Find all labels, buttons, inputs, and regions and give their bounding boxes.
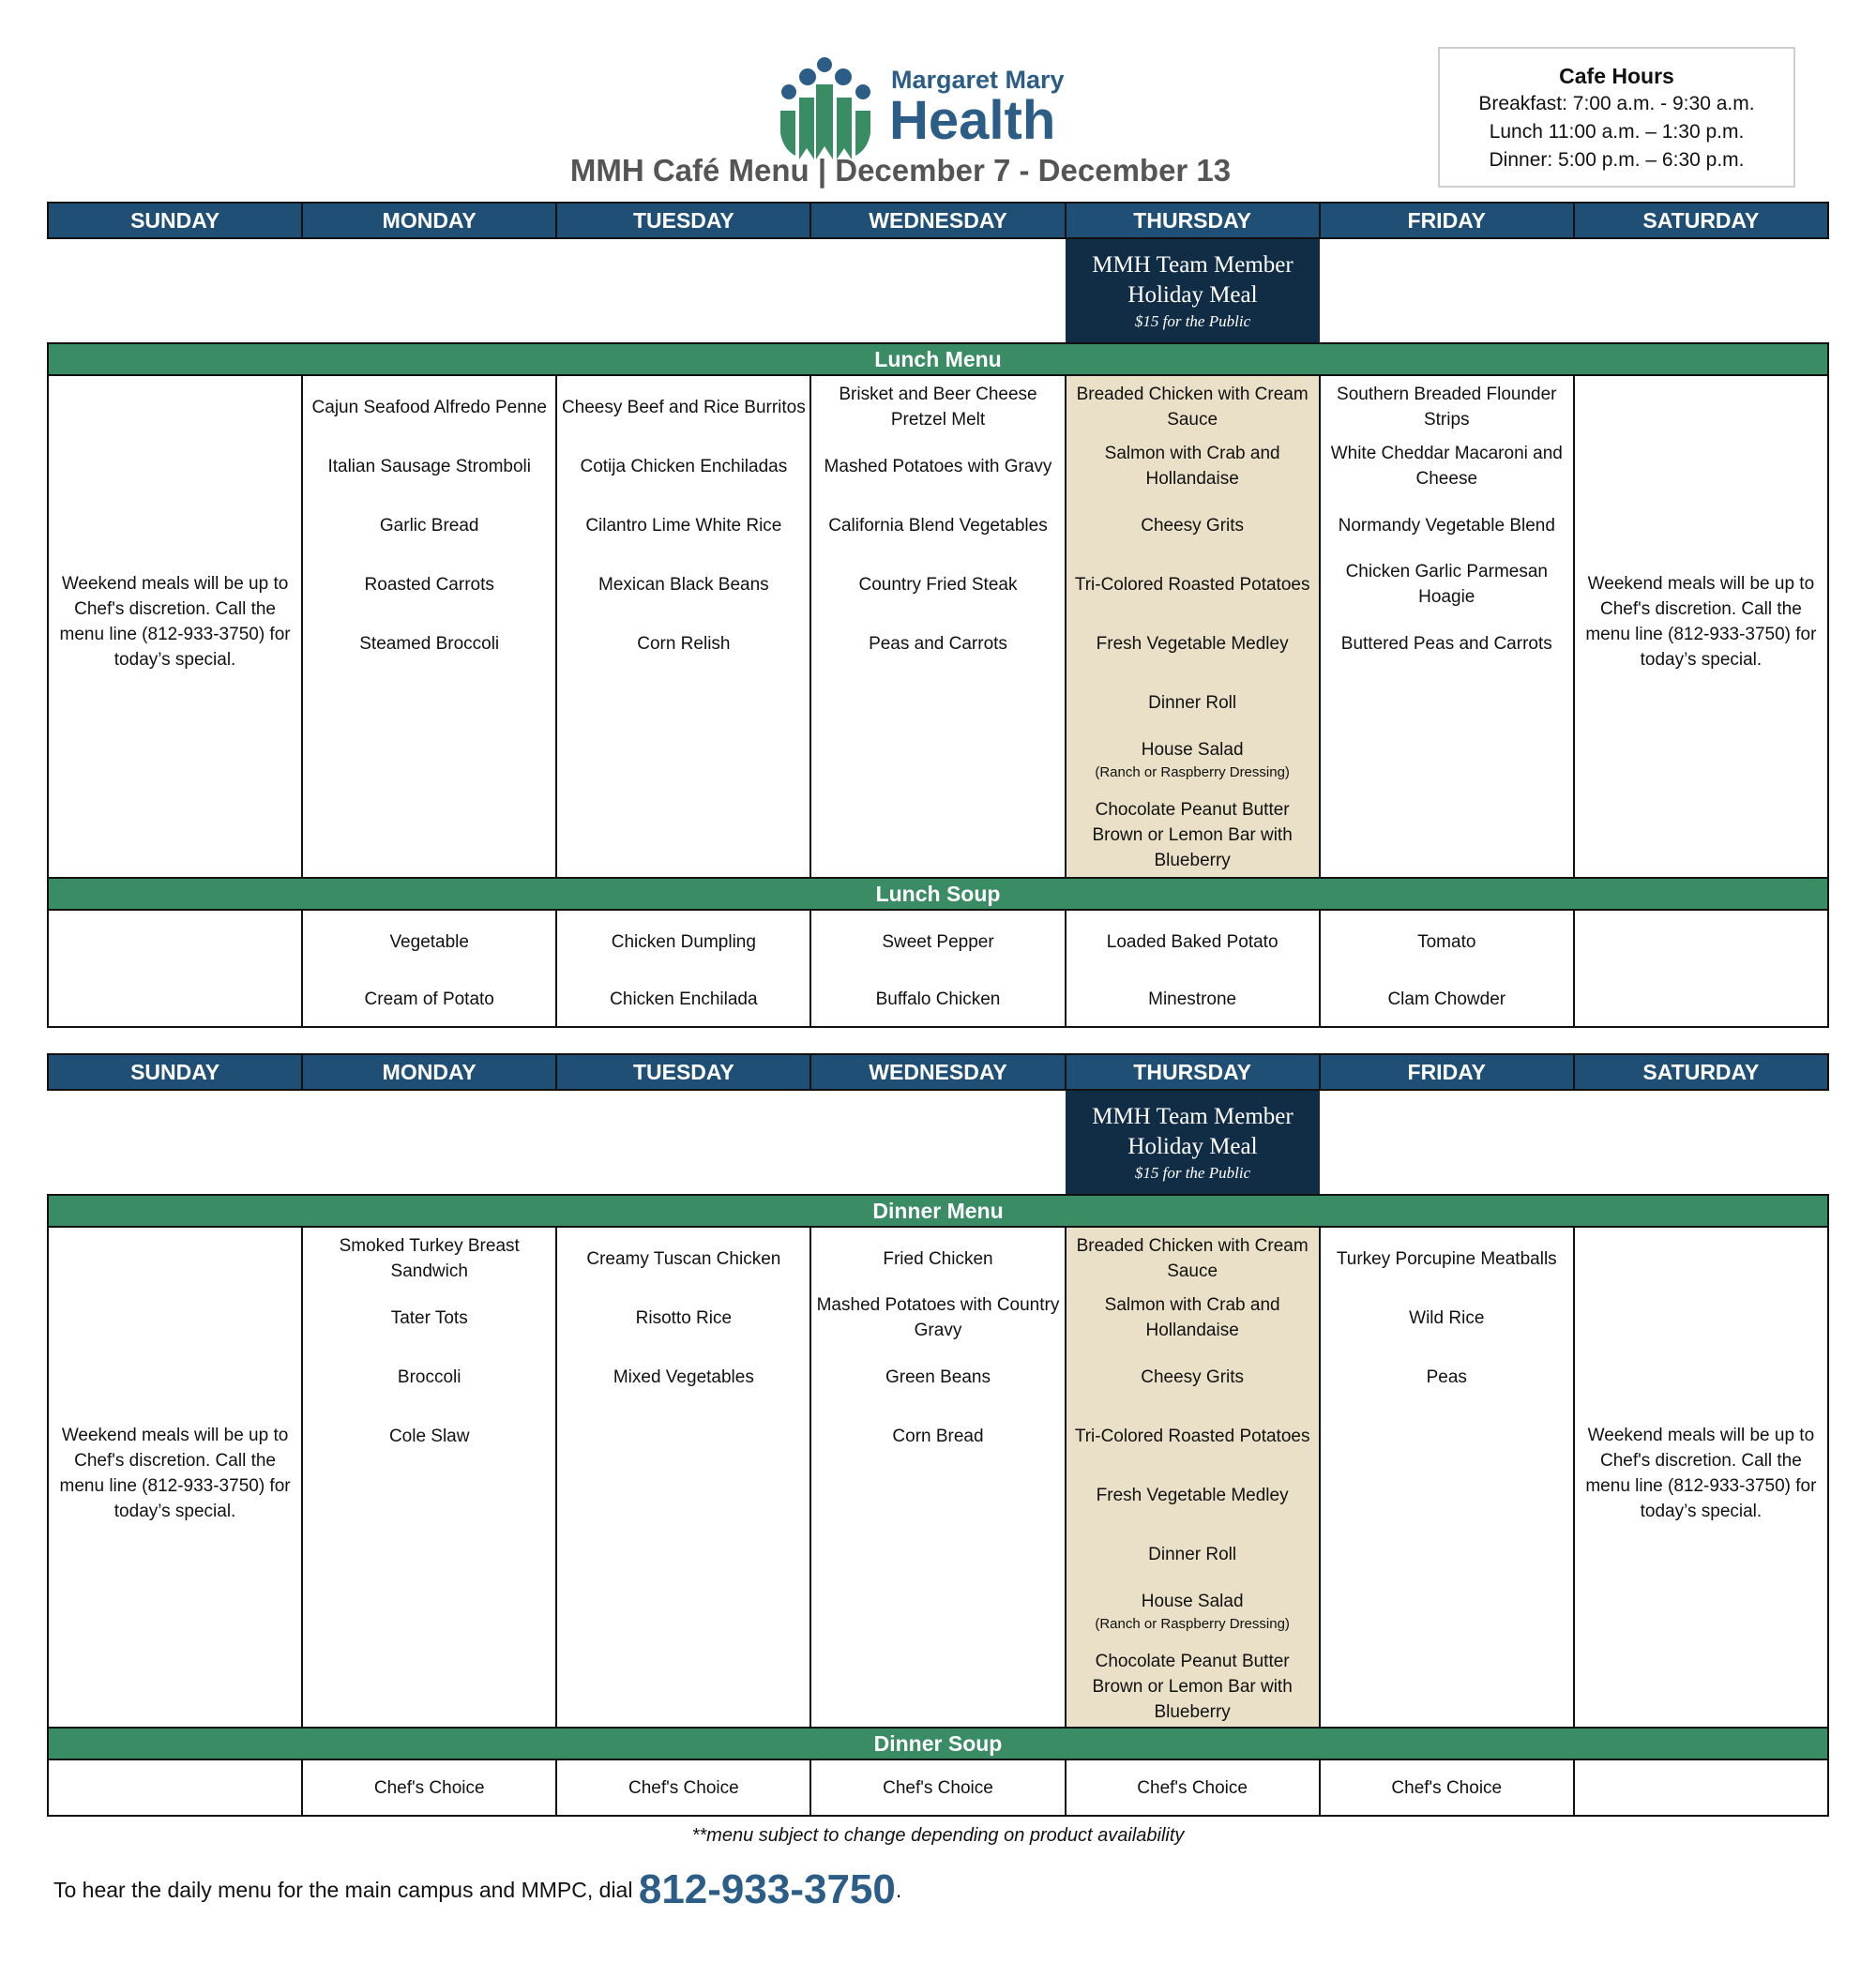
holiday-meal-line1: MMH Team Member xyxy=(1092,252,1294,278)
soup-item: Chicken Enchilada xyxy=(610,989,758,1009)
day-friday: FRIDAY xyxy=(1321,204,1575,237)
dial-text: To hear the daily menu for the main campus and MMPC, dial xyxy=(53,1878,639,1902)
soup-item: Minestrone xyxy=(1148,989,1237,1009)
logo-top-text: Margaret Mary xyxy=(891,66,1065,94)
weekend-note: Weekend meals will be up to Chef's discretion. Call the menu line (812-933-3750) for today’s special. xyxy=(59,1426,291,1521)
menu-item: Cajun Seafood Alfredo Penne xyxy=(311,398,547,417)
dinner-sunday-cell xyxy=(49,1228,303,1727)
dial-end: . xyxy=(895,1878,902,1902)
lunch-wednesday-cell xyxy=(811,376,1066,877)
menu-item: California Blend Vegetables xyxy=(828,516,1048,536)
soup-friday-cell xyxy=(1321,911,1575,1026)
menu-item: Cole Slaw xyxy=(388,1427,470,1446)
dressing-note: (Ranch or Raspberry Dressing) xyxy=(1095,1616,1290,1632)
dsoup-thursday-cell xyxy=(1067,1760,1321,1815)
weekend-note: Weekend meals will be up to Chef's discretion. Call the menu line (812-933-3750) for today’s special. xyxy=(59,574,291,670)
menu-item: Cilantro Lime White Rice xyxy=(585,516,782,536)
holiday-meal-banner xyxy=(1066,1091,1320,1194)
dinner-menu-grid xyxy=(47,1228,1829,1729)
lunch-soup-grid xyxy=(47,911,1829,1028)
menu-item: Buttered Peas and Carrots xyxy=(1340,634,1552,654)
menu-item: Fresh Vegetable Medley xyxy=(1096,1486,1289,1505)
holiday-meal-line2: Holiday Meal xyxy=(1127,1134,1258,1159)
availability-disclaimer: **menu subject to change depending on product availability xyxy=(691,1825,1185,1846)
soup-item: Chef's Choice xyxy=(628,1778,739,1798)
menu-item: Smoked Turkey Breast Sandwich xyxy=(339,1236,520,1281)
soup-thursday-cell xyxy=(1067,911,1321,1026)
day-friday: FRIDAY xyxy=(1321,1055,1575,1089)
menu-item: Normandy Vegetable Blend xyxy=(1338,516,1555,536)
menu-item: Steamed Broccoli xyxy=(359,634,500,654)
lunch-monday-cell xyxy=(303,376,557,877)
menu-item: Chocolate Peanut Butter Brown or Lemon Bar with Blueberry xyxy=(1092,1652,1293,1722)
menu-item: Wild Rice xyxy=(1409,1308,1485,1328)
dinner-monday-cell xyxy=(303,1228,557,1727)
soup-item: Chef's Choice xyxy=(1137,1778,1248,1798)
dinner-day-header-row xyxy=(47,1053,1829,1091)
soup-item: Clam Chowder xyxy=(1387,989,1506,1009)
day-saturday: SATURDAY xyxy=(1642,208,1760,233)
day-wednesday: WEDNESDAY xyxy=(811,1055,1066,1089)
menu-item: Mexican Black Beans xyxy=(598,575,769,595)
dsoup-sunday-cell xyxy=(49,1760,303,1815)
soup-item: Tomato xyxy=(1417,932,1476,952)
day-tuesday: TUESDAY xyxy=(557,204,811,237)
menu-item: Roasted Carrots xyxy=(364,575,494,595)
menu-item: Breaded Chicken with Cream Sauce xyxy=(1076,385,1309,430)
lunch-hours: Lunch 11:00 a.m. – 1:30 p.m. xyxy=(1489,121,1745,143)
menu-item xyxy=(1070,737,1315,783)
menu-item: Corn Relish xyxy=(637,634,731,654)
menu-item: Breaded Chicken with Cream Sauce xyxy=(1076,1236,1309,1281)
menu-item xyxy=(1070,1589,1315,1635)
menu-item: Chicken Garlic Parmesan Hoagie xyxy=(1345,562,1548,607)
soup-item: Buffalo Chicken xyxy=(875,989,1001,1009)
menu-item: Turkey Porcupine Meatballs xyxy=(1336,1249,1557,1269)
day-thursday: THURSDAY xyxy=(1067,1055,1321,1089)
menu-item: Peas xyxy=(1426,1367,1467,1387)
holiday-meal-banner xyxy=(1066,239,1320,342)
menu-item: Cheesy Beef and Rice Burritos xyxy=(561,398,806,417)
holiday-meal-price: $15 for the Public xyxy=(1134,312,1251,330)
breakfast-hours: Breakfast: 7:00 a.m. - 9:30 a.m. xyxy=(1478,93,1755,114)
soup-item: Chicken Dumpling xyxy=(611,932,756,952)
dsoup-saturday-cell xyxy=(1575,1760,1827,1815)
lunch-day-header-row xyxy=(47,202,1829,239)
cafe-hours-title: Cafe Hours xyxy=(1559,64,1674,88)
soup-monday-cell xyxy=(303,911,557,1026)
soup-item: Cream of Potato xyxy=(364,989,494,1009)
logo-main-text: Health xyxy=(889,90,1056,151)
menu-item: Chocolate Peanut Butter Brown or Lemon Bar with Blueberry xyxy=(1092,800,1293,870)
menu-item: Italian Sausage Stromboli xyxy=(327,457,531,476)
dressing-note: (Ranch or Raspberry Dressing) xyxy=(1095,764,1290,780)
menu-item: Tri-Colored Roasted Potatoes xyxy=(1074,575,1310,595)
dinner-thursday-cell xyxy=(1067,1228,1321,1727)
menu-item: White Cheddar Macaroni and Cheese xyxy=(1330,444,1563,489)
lunch-tuesday-cell xyxy=(557,376,811,877)
menu-item: Fried Chicken xyxy=(883,1249,993,1269)
dinner-saturday-cell xyxy=(1575,1228,1827,1727)
soup-item: Chef's Choice xyxy=(373,1778,485,1798)
dinner-soup-bar: Dinner Soup xyxy=(47,1727,1829,1760)
lunch-friday-cell xyxy=(1321,376,1575,877)
menu-line-info xyxy=(53,1866,901,1913)
soup-item: Chef's Choice xyxy=(1391,1778,1503,1798)
menu-item: Dinner Roll xyxy=(1148,693,1237,713)
menu-item: Southern Breaded Flounder Strips xyxy=(1337,385,1557,430)
menu-item: Mixed Vegetables xyxy=(613,1367,754,1387)
menu-item: Peas and Carrots xyxy=(869,634,1007,654)
menu-item: Green Beans xyxy=(885,1367,991,1387)
menu-item: Corn Bread xyxy=(892,1427,984,1446)
menu-item: Tater Tots xyxy=(390,1308,468,1328)
menu-item: Country Fried Steak xyxy=(858,575,1018,595)
holiday-meal-line2: Holiday Meal xyxy=(1127,282,1258,308)
soup-sunday-cell xyxy=(49,911,303,1026)
menu-item: Dinner Roll xyxy=(1148,1545,1237,1564)
holiday-meal-line1: MMH Team Member xyxy=(1092,1104,1294,1129)
day-wednesday: WEDNESDAY xyxy=(811,204,1066,237)
day-thursday: THURSDAY xyxy=(1067,204,1321,237)
menu-item: Tri-Colored Roasted Potatoes xyxy=(1074,1427,1310,1446)
day-monday: MONDAY xyxy=(303,1055,557,1089)
day-sunday: SUNDAY xyxy=(49,1055,303,1089)
house-salad-label: House Salad xyxy=(1141,1592,1244,1611)
menu-item: Creamy Tuscan Chicken xyxy=(586,1249,781,1269)
menu-item: Cheesy Grits xyxy=(1141,516,1245,536)
dinner-hours: Dinner: 5:00 p.m. – 6:30 p.m. xyxy=(1489,149,1745,171)
day-monday: MONDAY xyxy=(303,204,557,237)
menu-item: Garlic Bread xyxy=(379,516,479,536)
dinner-wednesday-cell xyxy=(811,1228,1066,1727)
menu-item: Cotija Chicken Enchiladas xyxy=(580,457,788,476)
page-title: MMH Café Menu | December 7 - December 13 xyxy=(569,153,1232,188)
soup-item: Vegetable xyxy=(389,932,469,952)
soup-item: Loaded Baked Potato xyxy=(1106,932,1278,952)
holiday-meal-price: $15 for the Public xyxy=(1134,1164,1251,1182)
dsoup-monday-cell xyxy=(303,1760,557,1815)
dsoup-tuesday-cell xyxy=(557,1760,811,1815)
menu-item: Brisket and Beer Cheese Pretzel Melt xyxy=(839,385,1037,430)
lunch-sunday-cell xyxy=(49,376,303,877)
house-salad-label: House Salad xyxy=(1141,740,1244,760)
soup-tuesday-cell xyxy=(557,911,811,1026)
menu-item: Mashed Potatoes with Country Gravy xyxy=(816,1295,1060,1340)
lunch-thursday-cell xyxy=(1067,376,1321,877)
weekend-note: Weekend meals will be up to Chef's discretion. Call the menu line (812-933-3750) for today’s special. xyxy=(1585,1426,1817,1521)
soup-saturday-cell xyxy=(1575,911,1827,1026)
day-tuesday: TUESDAY xyxy=(557,1055,811,1089)
weekend-note: Weekend meals will be up to Chef's discretion. Call the menu line (812-933-3750) for today’s special. xyxy=(1585,574,1817,670)
dsoup-wednesday-cell xyxy=(811,1760,1066,1815)
day-sunday: SUNDAY xyxy=(49,204,303,237)
menu-item: Fresh Vegetable Medley xyxy=(1096,634,1289,654)
lunch-menu-bar: Lunch Menu xyxy=(47,342,1829,376)
soup-wednesday-cell xyxy=(811,911,1066,1026)
logo-people-icon xyxy=(775,56,878,165)
menu-item: Salmon with Crab and Hollandaise xyxy=(1104,444,1280,489)
dinner-friday-cell xyxy=(1321,1228,1575,1727)
lunch-menu-grid xyxy=(47,376,1829,879)
cafe-hours-box xyxy=(1438,47,1795,188)
dinner-soup-grid xyxy=(47,1760,1829,1817)
dsoup-friday-cell xyxy=(1321,1760,1575,1815)
menu-item: Mashed Potatoes with Gravy xyxy=(824,457,1052,476)
menu-item: Broccoli xyxy=(397,1367,461,1387)
menu-item: Cheesy Grits xyxy=(1141,1367,1245,1387)
dinner-tuesday-cell xyxy=(557,1228,811,1727)
menu-item: Risotto Rice xyxy=(635,1308,733,1328)
menu-item: Salmon with Crab and Hollandaise xyxy=(1104,1295,1280,1340)
soup-item: Chef's Choice xyxy=(883,1778,993,1798)
day-saturday: SATURDAY xyxy=(1642,1060,1760,1084)
soup-item: Sweet Pepper xyxy=(882,932,994,952)
lunch-soup-bar: Lunch Soup xyxy=(47,877,1829,911)
logo xyxy=(775,56,1075,165)
lunch-saturday-cell xyxy=(1575,376,1827,877)
menu-line-phone-number: 812-933-3750 xyxy=(638,1866,896,1912)
dinner-menu-bar: Dinner Menu xyxy=(47,1194,1829,1228)
